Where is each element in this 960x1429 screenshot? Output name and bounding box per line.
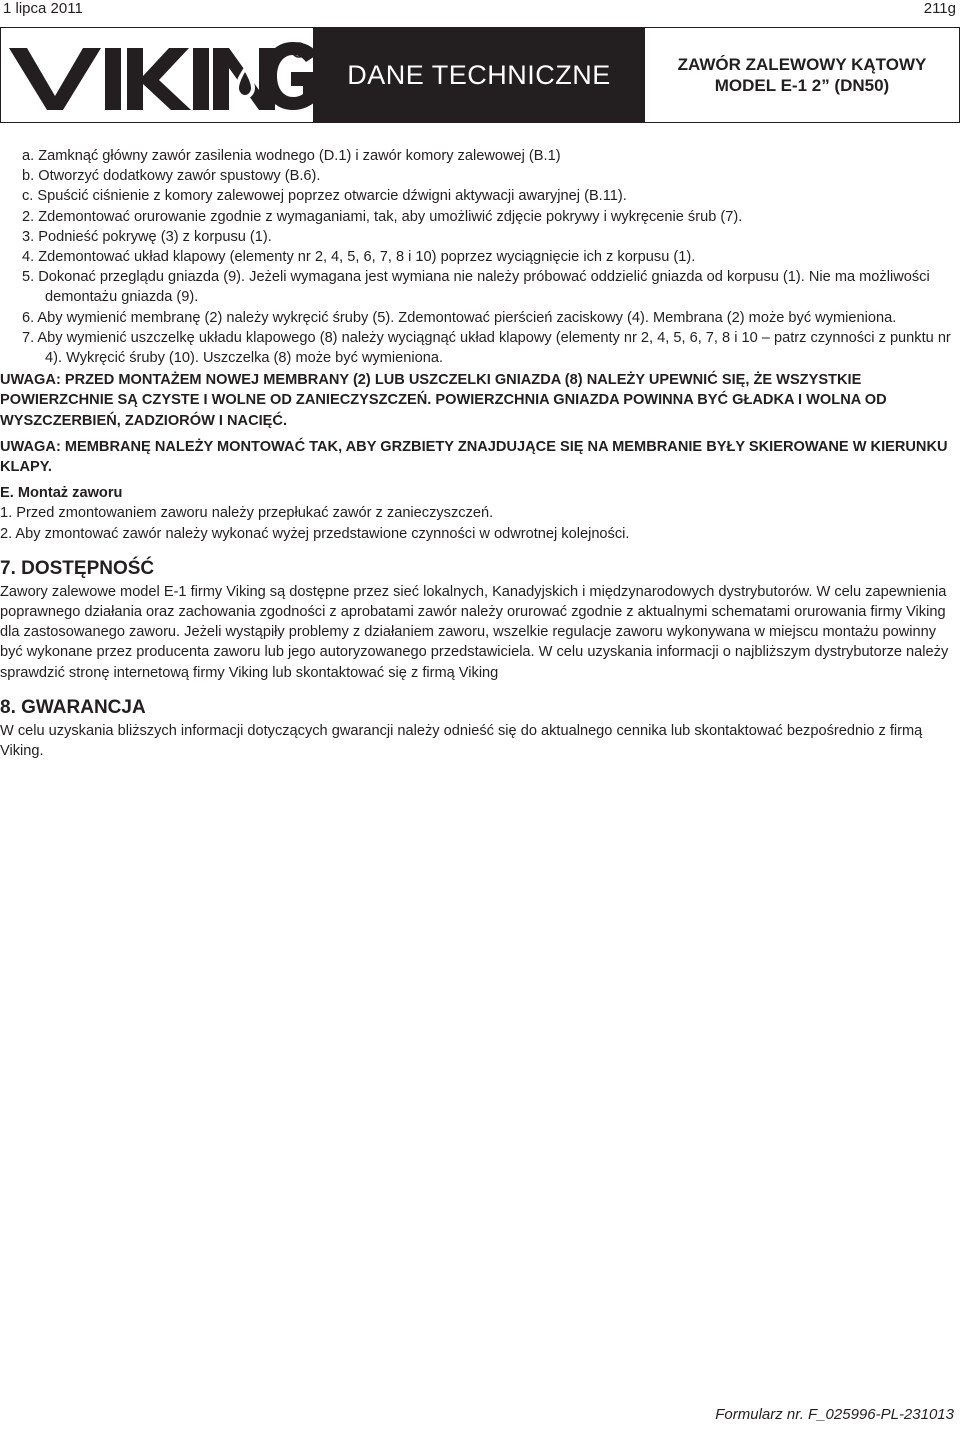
document-date: 1 lipca 2011 bbox=[3, 0, 83, 17]
document-header bbox=[0, 27, 960, 123]
assembly-heading: E. Montaż zaworu bbox=[0, 485, 123, 502]
warranty-text: W celu uzyskania bliższych informacji dotyczących gwarancji należy odnieść się do aktualnego cennika lub skontaktować bezpośrednio z firmą Viking. bbox=[0, 722, 923, 760]
step-7: 7. Aby wymienić uszczelkę układu klapowego (8) należy wyciągnąć układ klapowy (elementy nr 2, 4, 5, 6, 7, 8 i 10 – patrz czynności z punktu nr 4). Wykręcić śruby (10). Uszczelka (8) może być wymieniona. bbox=[22, 329, 951, 367]
step-5: 5. Dokonać przeglądu gniazda (9). Jeżeli wymagana jest wymiana nie należy próbować oddzielić gniazda od korpusu (1). Nie ma możliwości demontażu gniazda (9). bbox=[22, 269, 930, 306]
step-c: c. Spuścić ciśnienie z komory zalewowej poprzez otwarcie dźwigni aktywacji awaryjnej (B.11). bbox=[22, 188, 627, 205]
page-number: 211g bbox=[923, 0, 956, 17]
warning-membrane: UWAGA: MEMBRANĘ NALEŻY MONTOWAĆ TAK, ABY GRZBIETY ZNAJDUJĄCE SIĘ NA MEMBRANIE BYŁY SKIEROWANE W KIERUNKU KLAPY. bbox=[0, 438, 948, 476]
warranty-heading: 8. GWARANCJA bbox=[0, 696, 146, 718]
assembly-step-2: 2. Aby zmontować zawór należy wykonać wyżej przedstawione czynności w odwrotnej kolejności. bbox=[0, 525, 630, 542]
document-body bbox=[0, 146, 960, 761]
product-title bbox=[645, 28, 959, 122]
step-3: 3. Podnieść pokrywę (3) z korpusu (1). bbox=[22, 228, 272, 245]
product-title-line2: MODEL E-1 2” (DN50) bbox=[714, 76, 890, 95]
step-b: b. Otworzyć dodatkowy zawór spustowy (B.6). bbox=[22, 168, 321, 185]
viking-logo bbox=[1, 28, 313, 122]
viking-logo-g-icon bbox=[263, 42, 323, 112]
document-title: DANE TECHNICZNE bbox=[313, 28, 645, 122]
product-title-line1: ZAWÓR ZALEWOWY KĄTOWY bbox=[677, 55, 927, 74]
top-line bbox=[0, 0, 960, 20]
form-number: Formularz nr. F_025996-PL-231013 bbox=[715, 1406, 954, 1423]
step-6: 6. Aby wymienić membranę (2) należy wykręcić śruby (5). Zdemontować pierścień zaciskowy (4). Membrana (2) może być wymieniona. bbox=[22, 309, 897, 326]
availability-text: Zawory zalewowe model E-1 firmy Viking są dostępne przez sieć lokalnych, Kanadyjskich i międzynarodowych dystrybutorów. W celu zapewnienia poprawnego działania oraz zachowania zgodności z aprobatami zawór należy orurować zgodnie z aktualnymi schematami orurowania firmy Viking dla zastosowanego zaworu. Jeżeli wystąpiły problemy z działaniem zaworu, wszelkie regulacje zaworu wykonywana w miejscu montażu powinny być wykonane przez producenta zaworu lub jego autoryzowanego przedstawiciela. W celu uzyskania informacji o najbliższym dystrybutorze należy sprawdzić stronę internetową firmy Viking lub skontaktować się z firmą Viking bbox=[0, 583, 949, 681]
step-2: 2. Zdemontować orurowanie zgodnie z wymaganiami, tak, aby umożliwić zdjęcie pokrywy i wykręcenie śrub (7). bbox=[22, 208, 743, 225]
assembly-step-1: 1. Przed zmontowaniem zaworu należy przepłukać zawór z zanieczyszczeń. bbox=[0, 505, 494, 522]
availability-heading: 7. DOSTĘPNOŚĆ bbox=[0, 557, 155, 579]
step-a: a. Zamknąć główny zawór zasilenia wodnego (D.1) i zawór komory zalewowej (B.1) bbox=[22, 148, 561, 164]
warning-surfaces: UWAGA: PRZED MONTAŻEM NOWEJ MEMBRANY (2) LUB USZCZELKI GNIAZDA (8) NALEŻY UPEWNIĆ SIĘ, ŻE WSZYSTKIE POWIERZCHNIE SĄ CZYSTE I WOLNE OD ZANIECZYSZCZEŃ. POWIERZCHNIA GNIAZDA POWINNA BYĆ GŁADKA I WOLNA OD WYSZCZERBIEŃ, ZADZIORÓW I NACIĘĆ. bbox=[0, 372, 887, 429]
step-4: 4. Zdemontować układ klapowy (elementy nr 2, 4, 5, 6, 7, 8 i 10) poprzez wyciągnięcie ich z korpusu (1). bbox=[22, 249, 696, 266]
